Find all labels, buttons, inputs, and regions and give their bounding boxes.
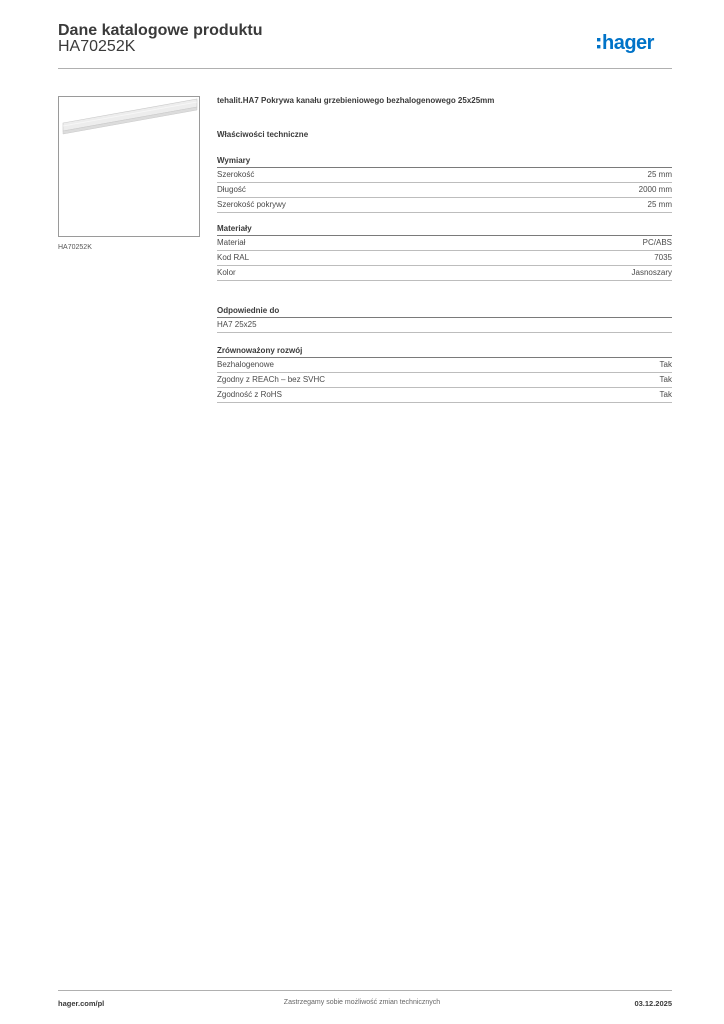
cover-profile-image — [59, 97, 199, 236]
row-label: Zgodny z REACh – bez SVHC — [217, 375, 326, 384]
row-value: Tak — [659, 375, 672, 384]
dimensions-section — [217, 154, 672, 213]
document-title: Dane katalogowe produktu — [58, 22, 263, 39]
materials-section — [217, 222, 672, 281]
row-value: Jasnoszary — [631, 268, 672, 277]
footer-date: 03.12.2025 — [634, 999, 672, 1008]
materials-title: Materiały — [217, 222, 672, 236]
hager-logo[interactable] — [596, 29, 674, 57]
row-label: Zgodność z RoHS — [217, 390, 282, 399]
svg-text:hager: hager — [602, 32, 654, 54]
footer-divider — [58, 990, 672, 991]
row-value: 25 mm — [647, 170, 672, 179]
table-row — [217, 198, 672, 213]
row-value: 2000 mm — [638, 185, 672, 194]
product-code: HA70252K — [58, 38, 136, 55]
sustainability-section — [217, 344, 672, 403]
footer-disclaimer: Zastrzegamy sobie możliwość zmian technicznych — [283, 999, 441, 1006]
image-caption: HA70252K — [58, 244, 92, 251]
suitable-for-section — [217, 304, 672, 333]
row-label: Szerokość — [217, 170, 255, 179]
table-row — [217, 358, 672, 373]
table-row — [217, 373, 672, 388]
table-row — [217, 183, 672, 198]
table-row — [217, 251, 672, 266]
table-row — [217, 318, 672, 333]
row-label: Szerokość pokrywy — [217, 200, 286, 209]
row-value: Tak — [659, 390, 672, 399]
row-value: 7035 — [654, 253, 672, 262]
row-value: PC/ABS — [642, 238, 672, 247]
footer-website-link[interactable]: hager.com/pl — [58, 999, 105, 1008]
row-label: Kolor — [217, 268, 236, 277]
table-row — [217, 266, 672, 281]
table-row — [217, 236, 672, 251]
technical-properties-heading: Właściwości techniczne — [217, 130, 309, 139]
row-label: HA7 25x25 — [217, 320, 257, 329]
table-row — [217, 168, 672, 183]
row-label: Kod RAL — [217, 253, 250, 262]
row-label: Długość — [217, 185, 246, 194]
table-row — [217, 388, 672, 403]
row-label: Bezhalogenowe — [217, 360, 274, 369]
header-divider — [58, 68, 672, 69]
row-label: Materiał — [217, 238, 246, 247]
row-value: 25 mm — [647, 200, 672, 209]
product-image[interactable] — [58, 96, 200, 237]
row-value: Tak — [659, 360, 672, 369]
product-description: tehalit.HA7 Pokrywa kanału grzebieniowego bezhalogenowego 25x25mm — [217, 96, 495, 105]
suitable-for-title: Odpowiednie do — [217, 304, 672, 318]
dimensions-title: Wymiary — [217, 154, 672, 168]
sustainability-title: Zrównoważony rozwój — [217, 344, 672, 358]
